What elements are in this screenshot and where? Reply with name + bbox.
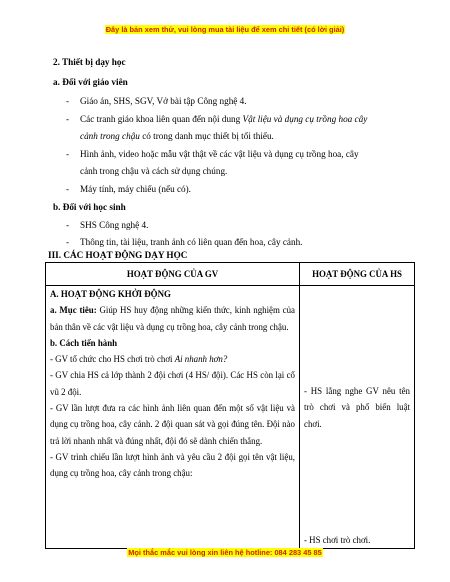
gv-step-4: - GV trình chiếu lần lượt hình ảnh và yêu cầu 2 đội gọi tên vật liệu, dụng cụ trồng hoa, cây cảnh trong chậu: [50,451,295,479]
gv-step-2: - GV chia HS cả lớp thành 2 đội chơi (4 HS/ đội). Các HS còn lại cổ vũ 2 đội. [50,370,295,397]
table-header-row [46,263,415,286]
hs-step-2: - HS chơi trò chơi. [304,534,371,545]
hotline-banner [0,548,450,557]
table-row [46,286,415,549]
teacher-item-1: Giáo án, SHS, SGV, Vở bài tập Công nghệ 4. [80,96,247,106]
preview-banner [0,25,450,34]
header-hs: HOẠT ĐỘNG CỦA HS [300,263,415,286]
hotline-banner-text: Mọi thắc mắc vui lòng xin liên hệ hotline: 084 283 45 85 [128,548,322,557]
bullet-dash: - [66,220,70,230]
section2-title: 2. Thiết bị dạy học [53,57,126,67]
bullet-dash: - [66,114,70,124]
teacher-item-2-italic: Vật liệu và dụng cụ trồng hoa cây [242,114,368,124]
gv-step-1 [50,351,295,367]
teacher-item-4: Máy tính, máy chiếu (nếu có). [80,184,191,194]
teacher-item-3: Hình ảnh, video hoặc mẫu vật thật về các vật liệu và dụng cụ trồng hoa, cây [80,149,359,159]
preview-banner-text: Đây là bản xem thử, vui lòng mua tài liệu để xem chi tiết (có lời giải) [105,25,345,34]
method-label: b. Cách tiến hành [50,337,118,348]
gv-cell [46,286,300,549]
bullet-dash: - [66,96,70,106]
teacher-item-3-cont: cảnh trong chậu và cách sử dụng chúng. [80,166,228,176]
header-gv: HOẠT ĐỘNG CỦA GV [46,263,300,286]
hs-spacer [304,286,410,383]
teacher-item-2-italic-cont: cảnh trong chậu [80,131,140,141]
gv-step-1-text: - GV tổ chức cho HS chơi trò chơi [50,354,175,365]
section3-title: III. CÁC HOẠT ĐỘNG DẠY HỌC [48,250,188,260]
activity-title: A. HOẠT ĐỘNG KHỞI ĐỘNG [50,289,171,299]
teacher-item-2-text: Các tranh giáo khoa liên quan đến nội dung [80,114,243,124]
hs-cell [300,286,415,549]
goal-label: a. Mục tiêu: [50,305,97,316]
teacher-title: a. Đối với giáo viên [53,77,128,87]
teacher-item-2-text-cont: có trong danh mục thiết bị tối thiểu. [139,131,274,141]
student-title: b. Đối với học sinh [53,202,126,212]
game-name: Ai nhanh hơn? [174,354,228,365]
teacher-item-2-cont [80,131,274,142]
bullet-dash: - [66,237,70,247]
teacher-item-2 [80,114,367,125]
goal-paragraph [50,302,295,335]
student-item-2: Thông tin, tài liệu, tranh ảnh có liên quan đến hoa, cây cảnh. [80,237,303,247]
bullet-dash: - [66,149,70,159]
activity-table [45,262,415,549]
student-item-1: SHS Công nghệ 4. [80,220,149,230]
hs-step-1: - HS lắng nghe GV nêu tên trò chơi và phổ biến luật chơi. [304,386,410,429]
goal-text: Giúp HS huy động những kiến thức, kinh nghiệm của bản thân về các vật liệu và dụng cụ trồng hoa, cây cảnh trong chậu. [50,305,295,332]
hs-spacer [304,432,410,532]
gv-step-3: - GV lần lượt đưa ra các hình ảnh liên quan đến một số vật liệu và dụng cụ trồng hoa, cây cảnh. 2 đội quan sát và gọi đúng tên. Đội nào trả lời nhanh nhất và đúng nhất, đội đó sẽ dành chiến thắng. [50,403,295,446]
bullet-dash: - [66,184,70,194]
